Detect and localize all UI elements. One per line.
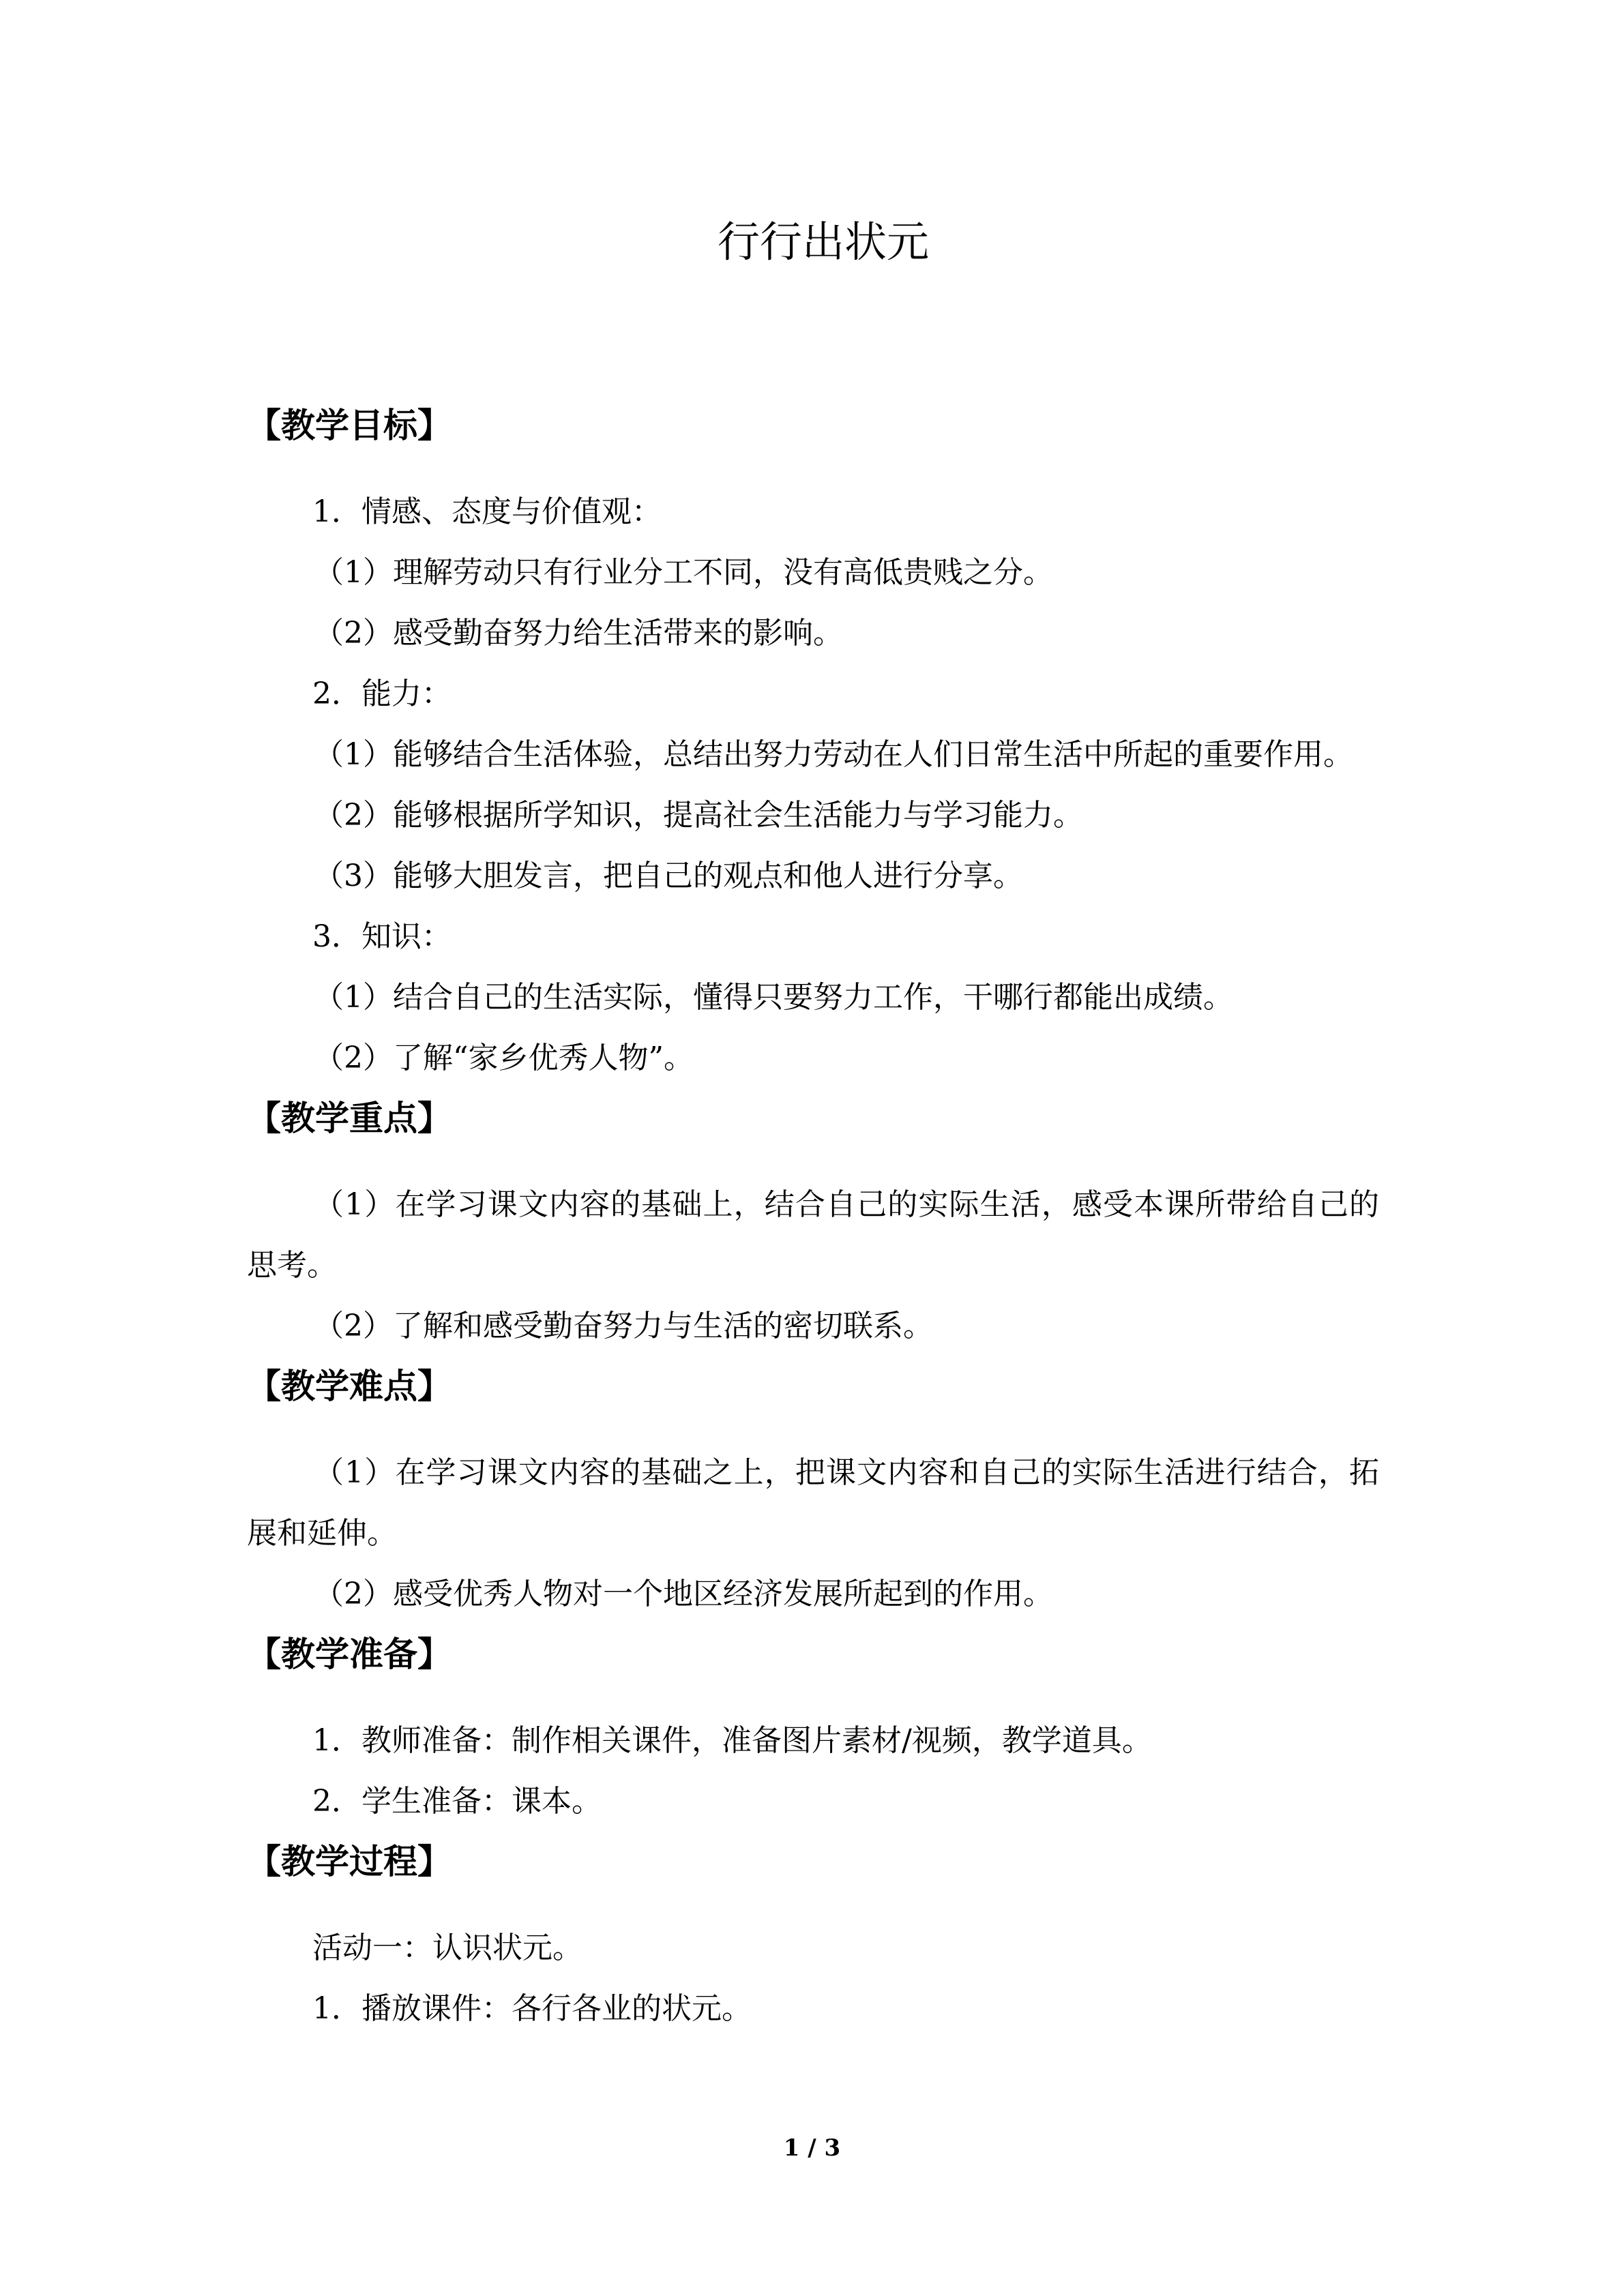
difficulties-line: （2）感受优秀人物对一个地区经济发展所起到的作用。	[314, 1577, 1053, 1611]
section-heading-goals: 【教学目标】	[247, 406, 452, 445]
section-heading-process: 【教学过程】	[247, 1842, 452, 1881]
goals-line: （1）结合自己的生活实际，懂得只要努力工作，干哪行都能出成绩。	[314, 980, 1233, 1015]
goals-line: 2．能力：	[312, 676, 452, 711]
section-heading-difficulties: 【教学难点】	[247, 1367, 452, 1406]
goals-line: （3）能够大胆发言，把自己的观点和他人进行分享。	[314, 859, 1023, 893]
goals-line: （2）能够根据所学知识，提高社会生活能力与学习能力。	[314, 798, 1083, 833]
goals-line: 3．知识：	[312, 919, 452, 954]
preparation-line: 2．学生准备：课本。	[312, 1784, 602, 1819]
key-points-paragraph: （1）在学习课文内容的基础上，结合自己的实际生活，感受本课所带给自己的思考。	[247, 1187, 1379, 1283]
goals-line: 1．情感、态度与价值观：	[312, 494, 662, 529]
goals-line: （2）了解“家乡优秀人物”。	[314, 1041, 694, 1075]
section-heading-key-points: 【教学重点】	[247, 1099, 452, 1138]
goals-paragraph: （1）能够结合生活体验，总结出努力劳动在人们日常生活中所起的重要作用。	[314, 737, 1353, 772]
page-number: 1 / 3	[783, 2134, 841, 2162]
goals-line: （1）理解劳动只有行业分工不同，没有高低贵贱之分。	[314, 555, 1053, 590]
difficulties-paragraph: （1）在学习课文内容的基础之上，把课文内容和自己的实际生活进行结合，拓展和延伸。	[247, 1455, 1379, 1551]
key-points-line: （2）了解和感受勤奋努力与生活的密切联系。	[314, 1309, 933, 1343]
preparation-line: 1．教师准备：制作相关课件，准备图片素材/视频，教学道具。	[312, 1723, 1152, 1758]
document-title: 行行出状元	[717, 217, 929, 267]
section-heading-preparation: 【教学准备】	[247, 1635, 452, 1674]
process-line: 1．播放课件：各行各业的状元。	[312, 1991, 752, 2026]
document-body	[247, 205, 1379, 2039]
process-line: 活动一：认识状元。	[312, 1930, 582, 1965]
goals-line: （2）感受勤奋努力给生活带来的影响。	[314, 616, 843, 651]
